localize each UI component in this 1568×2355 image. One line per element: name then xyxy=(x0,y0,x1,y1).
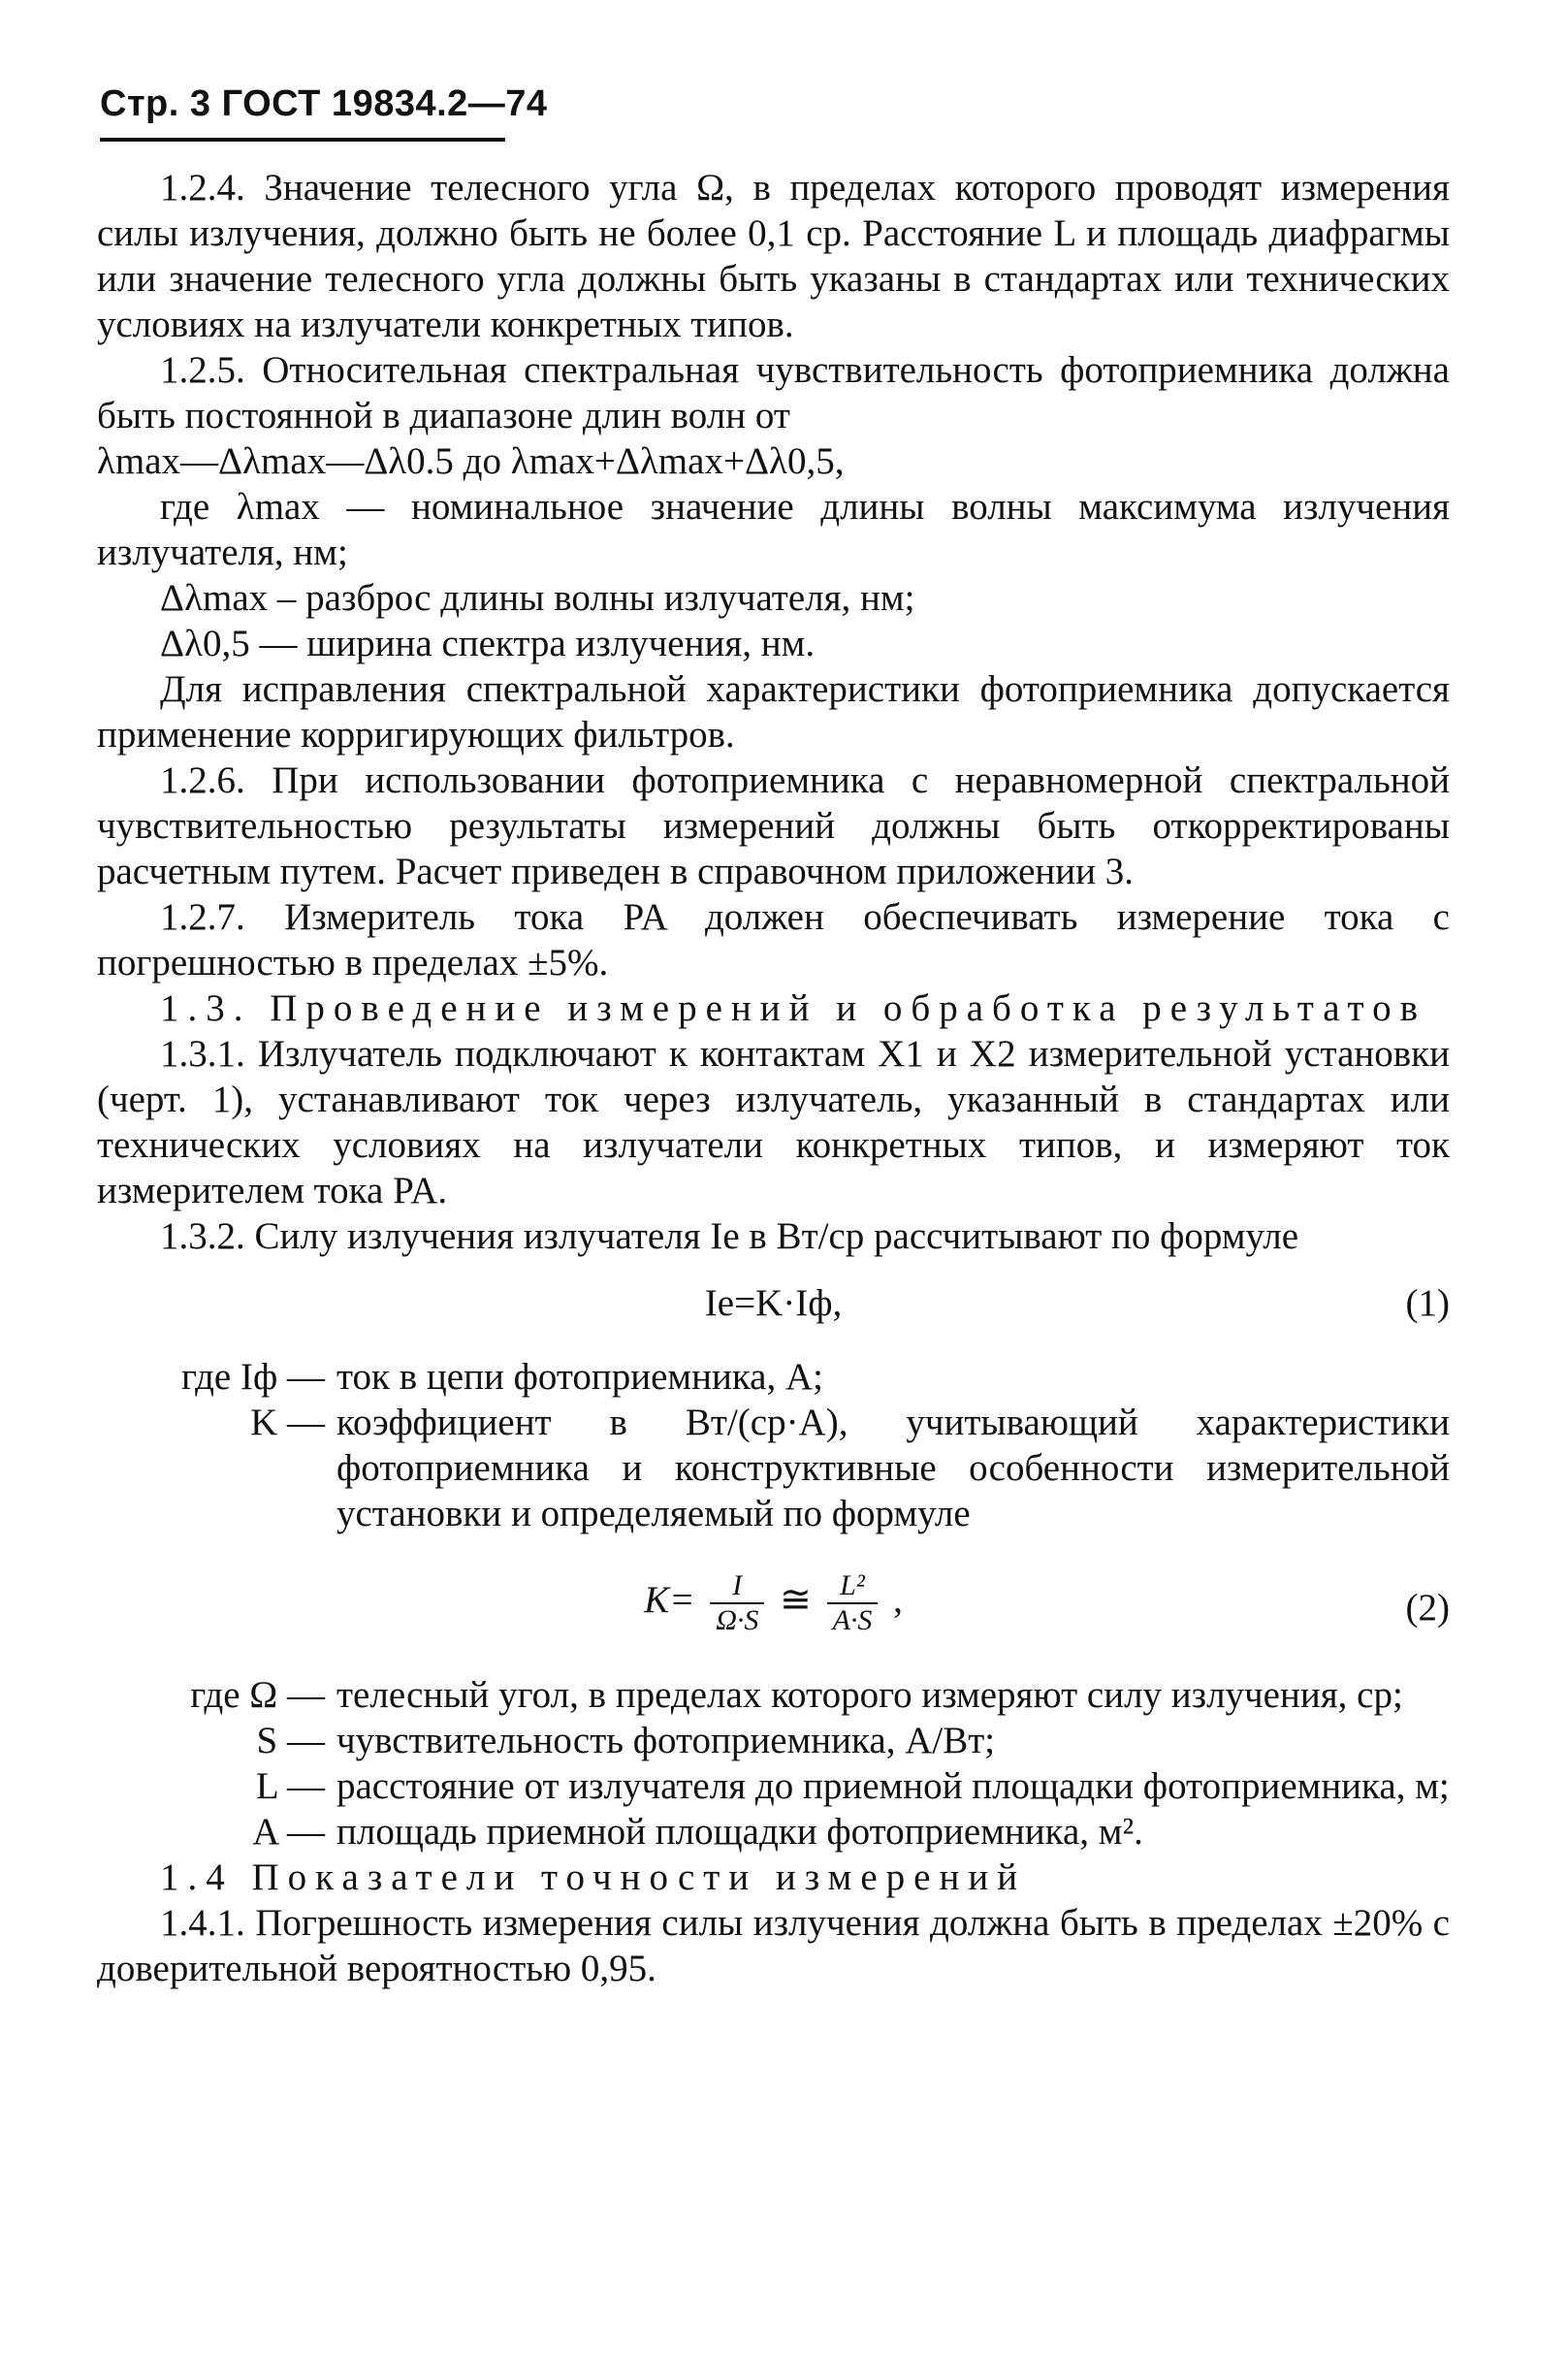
where-delta-lambda-max: Δλmax – разброс длины волны излучателя, нм; xyxy=(160,577,915,619)
formula-2-tail: , xyxy=(893,1578,903,1621)
legend-row xyxy=(97,1809,1450,1855)
legend-term: A — xyxy=(252,1811,325,1853)
formula-1-expression: Ie=K·Iф, xyxy=(704,1282,843,1324)
legend-term: где Iф — xyxy=(181,1356,325,1398)
fraction-2-denominator: A·S xyxy=(832,1604,873,1636)
section-1-4-heading: 1.4 Показатели точности измерений xyxy=(160,1856,1027,1898)
legend-term: K — xyxy=(250,1402,325,1443)
formula-2-expression xyxy=(97,1569,1450,1637)
section-1-3-heading: 1.3. Проведение измерений и обработка результатов xyxy=(160,987,1426,1029)
legend-row xyxy=(97,1400,1450,1536)
paragraph-1-3-1: 1.3.1. Излучатель подключают к контактам X1 и X2 измерительной установки (черт. 1), устанавливают ток через излучатель, указанный в стандартах или технических условиях на излучатели конкретных типов, и измеряют ток измерителем тока PA. xyxy=(97,1033,1450,1211)
wavelength-range: λmax—Δλmax—Δλ0.5 до λmax+Δλmax+Δλ0,5, xyxy=(97,440,845,482)
legend-term: L — xyxy=(255,1765,325,1807)
legend-definition: ток в цепи фотоприемника, А; xyxy=(336,1356,823,1398)
legend-row xyxy=(97,1718,1450,1763)
formula-1-number: (1) xyxy=(1405,1282,1450,1324)
approx-sign: ≅ xyxy=(780,1578,812,1621)
legend-term: S — xyxy=(256,1720,325,1761)
page-header: Стр. 3 ГОСТ 19834.2—74 xyxy=(100,83,548,124)
where-delta-lambda-05: Δλ0,5 — ширина спектра излучения, нм. xyxy=(160,623,816,664)
paragraph-1-2-5: 1.2.5. Относительная спектральная чувствительность фотоприемника должна быть постоянной в диапазоне длин волн от xyxy=(97,349,1450,436)
fraction-1-numerator: I xyxy=(710,1569,764,1604)
where-lambda-max: где λmax — номинальное значение длины волны максимума излучения излучателя, нм; xyxy=(97,486,1450,573)
fraction-1-denominator: Ω·S xyxy=(716,1604,759,1636)
legend-definition: чувствительность фотоприемника, А/Вт; xyxy=(336,1720,996,1761)
formula-1 xyxy=(97,1273,1450,1340)
formula-2 xyxy=(97,1550,1450,1659)
legend-row xyxy=(97,1672,1450,1718)
legend-definition: коэффициент в Вт/(ср·А), учитывающий характеристики фотоприемника и конструктивные особенности измерительной установки и определяемый по формуле xyxy=(336,1402,1450,1534)
legend-row xyxy=(97,1763,1450,1809)
legend-row xyxy=(97,1354,1450,1400)
legend-definition: площадь приемной площадки фотоприемника, м². xyxy=(336,1811,1143,1853)
paragraph-1-4-1: 1.4.1. Погрешность измерения силы излучения должна быть в пределах ±20% с доверительной вероятностью 0,95. xyxy=(97,1902,1450,1989)
formula-2-lhs: K= xyxy=(644,1578,695,1621)
formula-1-legend xyxy=(97,1354,1450,1536)
header-rule xyxy=(100,138,505,142)
document-body xyxy=(97,165,1450,1991)
legend-definition: расстояние от излучателя до приемной площадки фотоприемника, м; xyxy=(336,1765,1450,1807)
paragraph-1-2-7: 1.2.7. Измеритель тока PA должен обеспечивать измерение тока с погрешностью в пределах ±5%. xyxy=(97,896,1450,984)
paragraph-1-3-2: 1.3.2. Силу излучения излучателя Ie в Вт/ср рассчитывают по формуле xyxy=(160,1215,1299,1257)
formula-2-number: (2) xyxy=(1405,1587,1450,1629)
legend-term: где Ω — xyxy=(190,1674,325,1716)
correction-note: Для исправления спектральной характеристики фотоприемника допускается применение корригирующих фильтров. xyxy=(97,668,1450,756)
fraction-2 xyxy=(827,1569,879,1637)
legend-definition: телесный угол, в пределах которого измеряют силу излучения, ср; xyxy=(336,1674,1403,1716)
fraction-1 xyxy=(710,1569,764,1637)
fraction-2-numerator: L² xyxy=(827,1569,879,1604)
formula-2-legend xyxy=(97,1672,1450,1855)
paragraph-1-2-4: 1.2.4. Значение телесного угла Ω, в пределах которого проводят измерения силы излучения, должно быть не более 0,1 ср. Расстояние L и площадь диафрагмы или значение телесного угла должны быть указаны в стандартах или технических условиях на излучатели конкретных типов. xyxy=(97,167,1450,345)
paragraph-1-2-6: 1.2.6. При использовании фотоприемника с неравномерной спектральной чувствительностью результаты измерений должны быть откорректированы расчетным путем. Расчет приведен в справочном приложении 3. xyxy=(97,759,1450,892)
